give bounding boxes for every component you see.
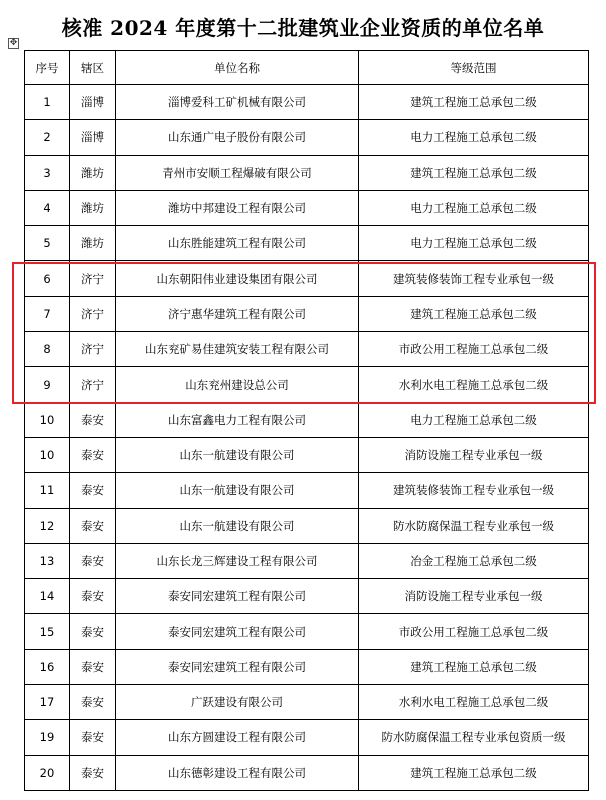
row-district: 泰安 <box>70 437 116 472</box>
row-scope: 消防设施工程专业承包一级 <box>359 437 589 472</box>
table-row <box>25 508 589 543</box>
row-scope: 水利水电工程施工总承包二级 <box>359 685 589 720</box>
row-scope: 防水防腐保温工程专业承包资质一级 <box>359 720 589 755</box>
row-district: 济宁 <box>70 332 116 367</box>
table-header-row <box>25 51 589 85</box>
row-no: 11 <box>25 473 70 508</box>
row-no: 10 <box>25 402 70 437</box>
row-company: 青州市安顺工程爆破有限公司 <box>116 155 359 190</box>
row-district: 泰安 <box>70 685 116 720</box>
row-scope: 防水防腐保温工程专业承包一级 <box>359 508 589 543</box>
move-handle-icon[interactable]: ✥ <box>9 38 18 48</box>
row-district: 泰安 <box>70 755 116 790</box>
row-district: 济宁 <box>70 367 116 402</box>
row-no: 3 <box>25 155 70 190</box>
row-district: 泰安 <box>70 649 116 684</box>
row-no: 2 <box>25 120 70 155</box>
row-scope: 建筑工程施工总承包二级 <box>359 649 589 684</box>
row-scope: 市政公用工程施工总承包二级 <box>359 614 589 649</box>
row-district: 淄博 <box>70 120 116 155</box>
table-row <box>25 226 589 261</box>
table-row <box>25 579 589 614</box>
table-row <box>25 85 589 120</box>
table-row <box>25 296 589 331</box>
table-row <box>25 261 589 296</box>
row-scope: 建筑装修装饰工程专业承包一级 <box>359 261 589 296</box>
row-no: 20 <box>25 755 70 790</box>
table-row <box>25 649 589 684</box>
row-company: 山东德彰建设工程有限公司 <box>116 755 359 790</box>
row-no: 14 <box>25 579 70 614</box>
header-scope: 等级范围 <box>359 51 589 85</box>
row-scope: 电力工程施工总承包二级 <box>359 120 589 155</box>
row-scope: 电力工程施工总承包二级 <box>359 402 589 437</box>
row-district: 泰安 <box>70 473 116 508</box>
row-no: 1 <box>25 85 70 120</box>
table-row <box>25 473 589 508</box>
row-company: 广跃建设有限公司 <box>116 685 359 720</box>
row-district: 泰安 <box>70 720 116 755</box>
row-district: 泰安 <box>70 508 116 543</box>
row-scope: 冶金工程施工总承包二级 <box>359 543 589 578</box>
header-no: 序号 <box>25 51 70 85</box>
table-row <box>25 543 589 578</box>
row-company: 山东兖矿易佳建筑安装工程有限公司 <box>116 332 359 367</box>
row-company: 山东通广电子股份有限公司 <box>116 120 359 155</box>
row-district: 泰安 <box>70 579 116 614</box>
table-row <box>25 437 589 472</box>
table-row <box>25 614 589 649</box>
row-district: 潍坊 <box>70 155 116 190</box>
row-scope: 建筑工程施工总承包二级 <box>359 85 589 120</box>
company-table <box>24 50 589 791</box>
row-company: 山东朝阳伟业建设集团有限公司 <box>116 261 359 296</box>
row-district: 泰安 <box>70 543 116 578</box>
row-scope: 消防设施工程专业承包一级 <box>359 579 589 614</box>
header-district: 辖区 <box>70 51 116 85</box>
row-company: 山东长龙三辉建设工程有限公司 <box>116 543 359 578</box>
row-company: 济宁惠华建筑工程有限公司 <box>116 296 359 331</box>
row-no: 15 <box>25 614 70 649</box>
row-no: 10 <box>25 437 70 472</box>
row-company: 山东方圆建设工程有限公司 <box>116 720 359 755</box>
row-no: 7 <box>25 296 70 331</box>
row-company: 淄博爱科工矿机械有限公司 <box>116 85 359 120</box>
row-company: 泰安同宏建筑工程有限公司 <box>116 649 359 684</box>
row-company: 山东胜能建筑工程有限公司 <box>116 226 359 261</box>
row-district: 济宁 <box>70 296 116 331</box>
page-title: 核准 2024 年度第十二批建筑业企业资质的单位名单 <box>61 16 545 40</box>
row-scope: 建筑装修装饰工程专业承包一级 <box>359 473 589 508</box>
row-no: 6 <box>25 261 70 296</box>
row-scope: 水利水电工程施工总承包二级 <box>359 367 589 402</box>
row-district: 泰安 <box>70 614 116 649</box>
row-scope: 建筑工程施工总承包二级 <box>359 755 589 790</box>
row-company: 泰安同宏建筑工程有限公司 <box>116 614 359 649</box>
table-row <box>25 190 589 225</box>
table-row <box>25 120 589 155</box>
table-row <box>25 367 589 402</box>
row-district: 淄博 <box>70 85 116 120</box>
row-no: 17 <box>25 685 70 720</box>
row-company: 山东一航建设有限公司 <box>116 473 359 508</box>
table-row <box>25 755 589 790</box>
row-no: 5 <box>25 226 70 261</box>
table-row <box>25 155 589 190</box>
row-no: 19 <box>25 720 70 755</box>
table-row <box>25 332 589 367</box>
row-no: 13 <box>25 543 70 578</box>
table-row <box>25 720 589 755</box>
row-company: 山东一航建设有限公司 <box>116 437 359 472</box>
row-company: 山东富鑫电力工程有限公司 <box>116 402 359 437</box>
row-no: 4 <box>25 190 70 225</box>
row-district: 潍坊 <box>70 190 116 225</box>
row-company: 潍坊中邦建设工程有限公司 <box>116 190 359 225</box>
row-scope: 建筑工程施工总承包二级 <box>359 296 589 331</box>
row-district: 潍坊 <box>70 226 116 261</box>
row-company: 山东一航建设有限公司 <box>116 508 359 543</box>
row-no: 12 <box>25 508 70 543</box>
row-no: 8 <box>25 332 70 367</box>
table-row <box>25 402 589 437</box>
row-district: 泰安 <box>70 402 116 437</box>
table-row <box>25 685 589 720</box>
row-no: 9 <box>25 367 70 402</box>
row-district: 济宁 <box>70 261 116 296</box>
row-company: 泰安同宏建筑工程有限公司 <box>116 579 359 614</box>
row-scope: 电力工程施工总承包二级 <box>359 190 589 225</box>
header-company: 单位名称 <box>116 51 359 85</box>
row-scope: 市政公用工程施工总承包二级 <box>359 332 589 367</box>
row-no: 16 <box>25 649 70 684</box>
row-company: 山东兖州建设总公司 <box>116 367 359 402</box>
row-scope: 电力工程施工总承包二级 <box>359 226 589 261</box>
row-scope: 建筑工程施工总承包二级 <box>359 155 589 190</box>
